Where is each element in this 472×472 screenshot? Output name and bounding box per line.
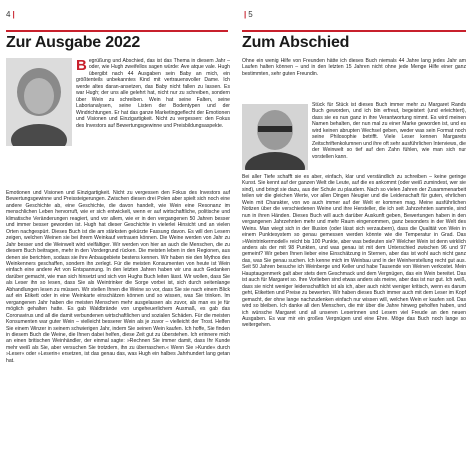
mid-text-right: [312, 102, 466, 172]
body-paragraph-right: Bei aller Tiefe schafft sie es aber, einfach, klar und verständlich zu schreiben – keine geringe Kunst. Sie kennt auf der ganzen Welt die Leute, auf die es ankommt (oder weiß zumindest, wer sie sind), und bringt sie dazu, aus der Schule zu plaudern. Nach so vielen Jahren der Zusammenarbeit teilen wir die gleichen Werte, vor allen Dingen Neugier und die Leidenschaft für guten, ehrlichen Wein mit Charakter, von wo auch immer auf der Welt er kommen mag. Meine ausführlichen Notizen über die verschiedenen Weine und ihre Hersteller, die ich seit Jahrzehnten sammle, sind nun in ihren Händen. Dieses Buch will auch darüber Auskunft geben, Bewertungen haben in den vergangenen Jahrzehnten mehr und mehr Raum eingenommen, ganz besonders in der Welt des Weins. Man wiegt sich in der Illusion (oder lässt sich verzaubern), dass die Qualität von Wein in einem Punktesystem so genau gemessen werden könnte wie die Temperatur in Grad. Das »Weintrinkermodell« reicht bis 100 Punkte, aber was bedeuten sie? Welcher Wein ist denn wirklich anders als der mit 98 Punkten, und was genau ist mit dem Unterschied zwischen 96 und 97 gemeint? Wir geben Ihnen lieber eine Einschätzung in Sternen, aber das ist wohl auch nicht ganz das, was Sie genau suchen. Ich kenne mich im Weinbau und in der Weinherstellung recht gut aus. Seit 50 Jahren besuche ich Weinberge und Keller und habe Tausende von Weinen verkostet. Mein Hauptaugenmerk galt aber stets dem Geschmack und dem Vergnügen, das ein Wein bereitet. Das ist auch für Margaret so. Ihre Vorlieben sind etwas anders als meine, aber das ist nur gut. Ich weiß, dass sie nicht weniger leidenschaftlich ist als ich, aber auch nicht weniger kritisch, wenn es darum geht, Etiketten und Preise zu bewerten. Wir haben dieses Buch immer auch mit dem Leser im Kopf gemacht, der ohne lange nachzudenken einfach nur wissen will, welchen Wein er kaufen soll. Das wird so bleiben. Ich danke all den Menschen, die mir über die Jahre hinweg geholfen haben, und ich wünsche Margaret und all unseren Leserinnen und Lesern viel Freude an den neuen Ausgaben. Es war mir ein großes Vergnügen und eine Ehre. Möge das Buch noch lange so weitergehen.: [242, 174, 466, 329]
drop-cap: B: [76, 58, 87, 74]
body-text-left: [6, 190, 230, 468]
page-title-left: Zur Ausgabe 2022: [6, 34, 141, 51]
author-portrait-right: [242, 104, 308, 170]
page-number-value: 4: [6, 10, 11, 19]
page-number-divider: |: [244, 10, 247, 19]
intro-text-right: [242, 58, 466, 104]
page-number-left: [6, 10, 17, 19]
intro-text-left: [76, 58, 230, 192]
page-number-right: [242, 10, 253, 19]
page-number-divider: |: [12, 10, 15, 19]
body-text-right: [242, 174, 466, 468]
body-paragraph-left: Emotionen und Visionen und Einzigartigkeit. Nicht zu vergessen den Fokus des Investors auf Bewertungsgewinne und Preissteigerungen. Zwischen diesen drei Polen aber spielt sich noch eine andere Geschichte ab, eine Geschichte, die davon handelt, wie Wein eine Resonanz im menschlichen Leben hervorruft, wie er sich entwickelt, wenn er auf wirtschaftliche, politische und klimatische Veränderungen reagiert, und vor allem, wie er in den vergangenen 50 Jahren besser und immer besser geworden ist. Hugh hat dieser Geschichte in vielerlei Hinsicht und an vielen Orten nachgespürt. Dieses Buch ist die am stärksten gekürzte Fassung davon. Es will den Lesern zeigen, welchen Weinen sie bei ihrem Weinkauf vertrauen können. Die Weine werden von Jahr zu Jahr besser und die Weinwelt wird vielfältiger. Wir werden von hier an auch die Menschen, die zu diesem Buch beitragen, mehr in den Vordergrund rücken. Die meisten leben in den Regionen, aus denen sie berichten, sodass sie ihre Anbaugebiete bestens kennen. Wir haben nie den Mythos des Weinkenners geschaffen, sondern ihn zerlegt. Für die meisten Konsumenten von heute ist Wein einfach eine andere Art von Entspannung. In den letzten Jahren haben wir uns auch Gedanken darüber gemacht, wie man sich hinsetzt und sich von Hughs Buch leiten lässt. Wir wollen, dass Sie als Leser ihn so lesen, dass Sie als Weintrinker die Sorge vorbei ist, sich durch seitenlange Abhandlungen lesen zu müssen. Wir stellen Ihnen die Weine so vor, dass Sie sie nach einem Blick auf ein Etikett oder in eine Weinkarte einschätzen können und so wissen, was Sie trinken. Im vergangenen Jahr haben die meisten Menschen mehr ausgelassen als zuvor, als man es je für möglich gehalten hatte. Es gab Waldbrände von ungeheuerlichem Ausmaß, es gab das Coronavirus und all die damit verbundenen wirtschaftlichen und sozialen Schäden. Für die meisten Konsumenten war guter Wein – vielleicht besserer Wein als je zuvor – vielleicht der Trost. Helfen Sie einem Winzer in seinem schwierigen Jahr, indem Sie seinen Wein kaufen. Ich hoffe, Sie finden in diesem Buch die Weine, die Ihnen dabei helfen, diese Zeit gut zu überstehen. Ich erinnere mich an einen britischen Weinhändler, der einmal sagte: »Rechnen Sie immer damit, dass Ihr Kunde mehr weiß als Sie, aber versuchen Sie trotzdem, ihn zu überraschen.« Wenn Sie »Kunde« durch »Leser« oder »Leserin« ersetzen, ist das genau das, was Hugh ein halbes Jahrhundert lang getan hat.: [6, 190, 230, 364]
page-title-right: Zum Abschied: [242, 34, 350, 51]
page-number-value: 5: [248, 10, 253, 19]
author-portrait-left: [6, 58, 72, 146]
title-rule-right: [242, 30, 466, 32]
mid-paragraph-right: Stück für Stück ist dieses Buch immer mehr zu Margaret Rands Buch geworden, und ich bin erfreut, begeistert (und erleichtert), dass sie es nun ganz in ihre Verantwortung nimmt. Es wird meinen Namen behalten, der nun mal zu einer Marke geworden ist, und es wird keinen abrupten Wechsel geben, weder was sein Format noch seine Philosophie betrifft. Viele Leser kennen Margarets Zeitschriftenkolumnen und ihre oft sehr ausführlichen Interviews, die der Weinwelt so tief auf den Zahn fühlen, wie man sich nur vorstellen kann.: [312, 102, 466, 160]
intro-paragraph-left: egrüßung und Abschied, das ist das Thema in diesem Jahr – oder, wie Hugh zweifellos sagen würde: Ave atque vale. Hugh übergibt nach 44 Ausgaben sein Baby an mich, ein größtenteils unbekanntes Kind mit vertrauensvoller Dame. Ich werde altes daran-ansetzen, das Baby nicht fallen zu lassen. Es war Hugh; der uns alle gelehrt hat, nicht nur zu schreiben, sondern über Wein zu schreiben. Wein hat seine Falten, seine Laborianalysen, seine Listen der Bodentypen und der Windrichtungen. Er hat das ganze Marketinggeflecht der Emotionen und Visionen und Einzigartigkeit. Nicht zu vergessen: den Fokus des Investors auf Bewertungsgewinne und Preisbildungsaspekte.: [76, 58, 230, 129]
title-rule-left: [6, 30, 228, 32]
intro-paragraph-right: Ohne ein wenig Hilfe von Freunden hätte ich dieses Buch niemals 44 Jahre lang jedes Jahr am Laufen halten können – und in den letzten 15 Jahren nicht ohne jede Menge Hilfe einer ganz bestimmten, sehr guten Freundin.: [242, 58, 466, 77]
